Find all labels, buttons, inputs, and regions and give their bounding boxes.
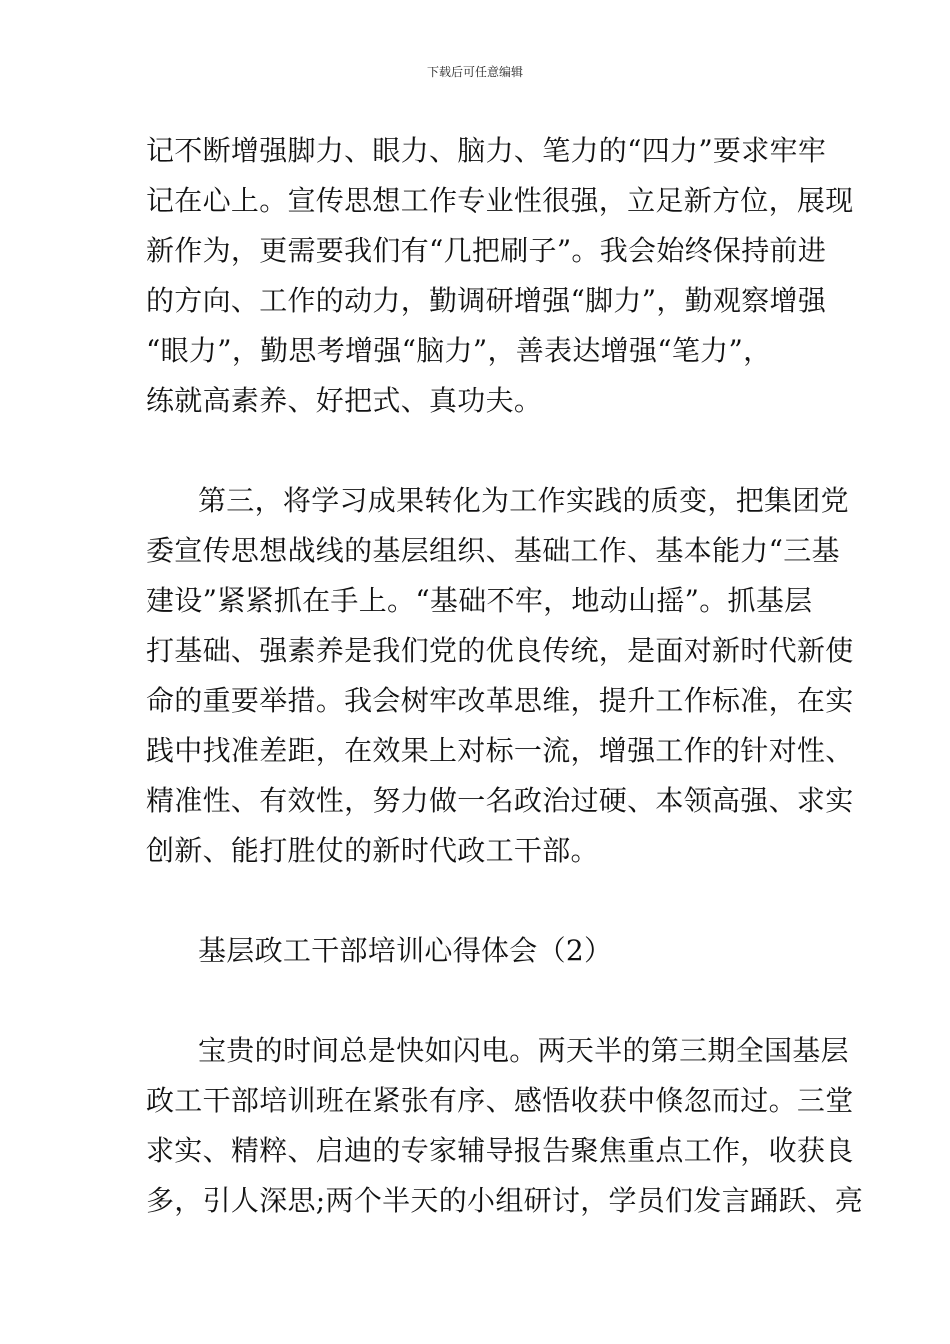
paragraph-2 <box>146 476 854 876</box>
paragraph-gap <box>146 876 806 926</box>
document-body <box>146 126 864 1226</box>
text-line: 精准性、有效性，努力做一名政治过硬、本领高强、求实 <box>146 784 854 817</box>
text-line: 践中找准差距，在效果上对标一流，增强工作的针对性、 <box>146 734 854 767</box>
text-line: 记在心上。宣传思想工作专业性很强，立足新方位，展现 <box>146 184 854 217</box>
text-line: 建设”紧紧抓在手上。“基础不牢，地动山摇”。抓基层 <box>146 584 813 617</box>
text-line: 记不断增强脚力、眼力、脑力、笔力的“四力”要求牢牢 <box>146 134 827 167</box>
paragraph-gap <box>146 426 806 476</box>
text-line: 多，引人深思;两个半天的小组研讨，学员们发言踊跃、亮 <box>146 1184 864 1217</box>
paragraph-3 <box>146 1026 864 1226</box>
text-line: “眼力”，勤思考增强“脑力”，善表达增强“笔力”， <box>146 334 772 367</box>
text-line: 政工干部培训班在紧张有序、感悟收获中倏忽而过。三堂 <box>146 1084 854 1117</box>
text-line: 创新、能打胜仗的新时代政工干部。 <box>146 834 599 867</box>
text-line: 的方向、工作的动力，勤调研增强“脚力”，勤观察增强 <box>146 284 827 317</box>
section-heading: 基层政工干部培训心得体会（2） <box>198 934 613 967</box>
text-line: 练就高素养、好把式、真功夫。 <box>146 384 543 417</box>
text-line: 求实、精粹、启迪的专家辅导报告聚焦重点工作，收获良 <box>146 1134 854 1167</box>
page-header: 下载后可任意编辑 <box>426 65 523 79</box>
paragraph-gap <box>146 976 806 1026</box>
text-line: 打基础、强素养是我们党的优良传统，是面对新时代新使 <box>146 634 854 667</box>
text-line: 第三，将学习成果转化为工作实践的质变，把集团党 <box>198 484 849 517</box>
text-line: 新作为，更需要我们有“几把刷子”。我会始终保持前进 <box>146 234 827 267</box>
text-line: 宝贵的时间总是快如闪电。两天半的第三期全国基层 <box>198 1034 849 1067</box>
text-line: 命的重要举措。我会树牢改革思维，提升工作标准，在实 <box>146 684 854 717</box>
paragraph-1 <box>146 126 854 426</box>
text-line: 委宣传思想战线的基层组织、基础工作、基本能力“三基 <box>146 534 840 567</box>
